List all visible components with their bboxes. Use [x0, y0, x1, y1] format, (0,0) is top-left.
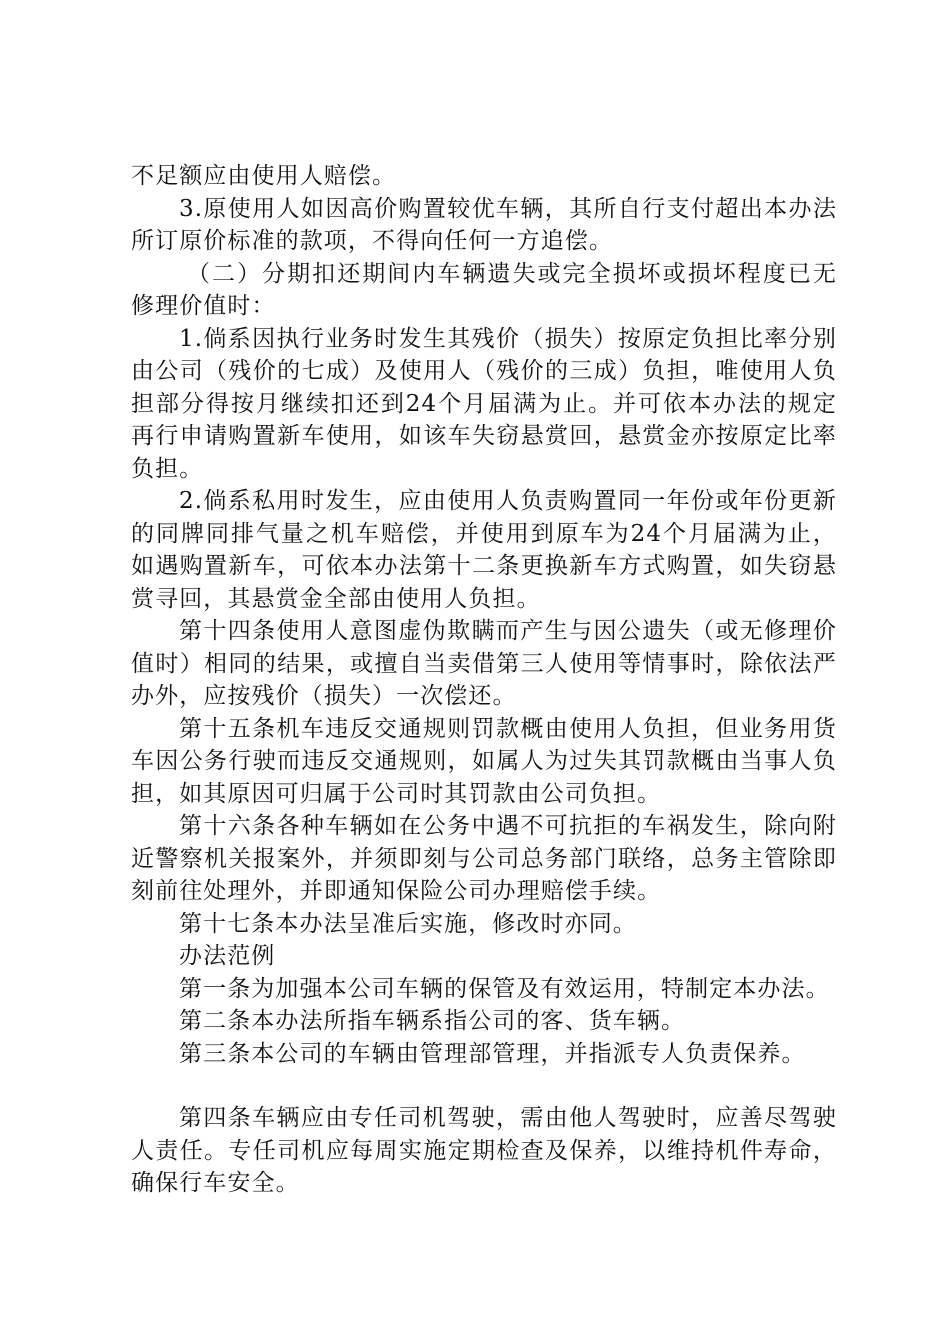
section-heading: 办法范例 — [179, 943, 276, 969]
paragraph-article-4: 第四条车辆应由专任司机驾驶，需由他人驾驶时，应善尽驾驶人责任。专任司机应每周实施定期检查及保养，以维持机件寿命，确保行车安全。 — [131, 1105, 837, 1196]
paragraph-item-2: 2.倘系私用时发生，应由使用人负责购置同一年份或年份更新的同牌同排气量之机车赔偿，并使用到原车为24个月届满为止，如遇购置新车，可依本办法第十二条更换新车方式购置，如失窃悬赏寻回，其悬赏金全部由使用人负担。 — [131, 488, 837, 612]
paragraph-article-15: 第十五条机车违反交通规则罚款概由使用人负担，但业务用货车因公务行驶而违反交通规则，如属人为过失其罚款概由当事人负担，如其原因可归属于公司时其罚款由公司负担。 — [131, 715, 837, 807]
paragraph-article-17: 第十七条本办法呈准后实施，修改时亦同。 — [179, 910, 637, 937]
paragraph-continuation: 不足额应由使用人赔偿。 — [131, 163, 397, 189]
paragraph-section-2: （二）分期扣还期间内车辆遗失或完全损坏或损坏程度已无修理价值时： — [131, 260, 837, 319]
paragraph-article-16: 第十六条各种车辆如在公务中遇不可抗拒的车祸发生，除向附近警察机关报案外，并须即刻与公司总务部门联络，总务主管除即刻前往处理外，并即通知保险公司办理赔偿手续。 — [131, 813, 837, 904]
paragraph-article-14: 第十四条使用人意图虚伪欺瞒而产生与因公遗失（或无修理价值时）相同的结果，或擅自当卖借第三人使用等情事时，除依法严办外，应按残价（损失）一次偿还。 — [131, 618, 837, 709]
document-body — [131, 160, 837, 1200]
paragraph-item-1: 1.倘系因执行业务时发生其残价（损失）按原定负担比率分别由公司（残价的七成）及使用人（残价的三成）负担，唯使用人负担部分得按月继续扣还到24个月届满为止。并可依本办法的规定再行申请购置新车使用，如该车失窃悬赏回，悬赏金亦按原定比率负担。 — [131, 325, 837, 482]
paragraph-article-1: 第一条为加强本公司车辆的保管及有效运用，特制定本办法。 — [179, 975, 830, 1002]
paragraph-item-3: 3.原使用人如因高价购置较优车辆，其所自行支付超出本办法所订原价标准的款项，不得向任何一方追偿。 — [131, 195, 837, 254]
paragraph-article-3: 第三条本公司的车辆由管理部管理，并指派专人负责保养。 — [179, 1040, 806, 1067]
paragraph-article-2: 第二条本办法所指车辆系指公司的客、货车辆。 — [179, 1008, 686, 1034]
